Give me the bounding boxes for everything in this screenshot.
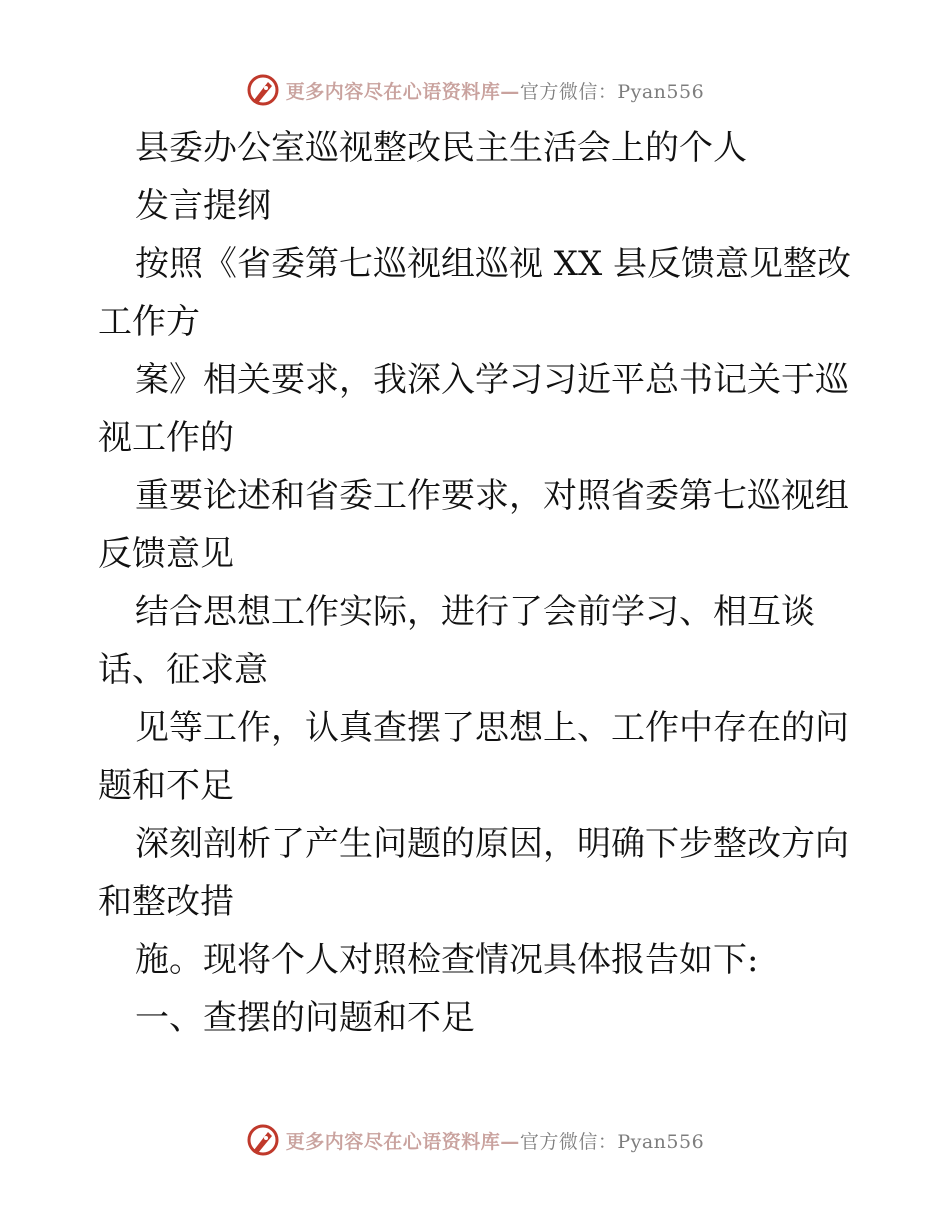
doc-paragraph-line: 话、征求意	[98, 650, 268, 690]
doc-paragraph-line: 案》相关要求，我深入学习习近平总书记关于巡	[135, 360, 849, 400]
doc-title-line-2: 发言提纲	[135, 186, 271, 226]
doc-title-line-1: 县委办公室巡视整改民主生活会上的个人	[135, 128, 747, 168]
header-watermark-banner	[0, 70, 950, 110]
doc-paragraph-line: 施。现将个人对照检查情况具体报告如下:	[135, 940, 759, 980]
doc-section-heading: 一、查摆的问题和不足	[135, 998, 475, 1038]
doc-paragraph-line: 反馈意见	[98, 534, 234, 574]
doc-paragraph-line: 题和不足	[98, 766, 234, 806]
doc-paragraph-line: 重要论述和省委工作要求，对照省委第七巡视组	[135, 476, 849, 516]
doc-paragraph-line: 工作方	[98, 302, 200, 342]
footer-watermark-banner	[0, 1120, 950, 1160]
doc-paragraph-line: 结合思想工作实际，进行了会前学习、相互谈	[135, 592, 815, 632]
doc-paragraph-line: 见等工作，认真查摆了思想上、工作中存在的问	[135, 708, 849, 748]
doc-paragraph-line: 和整改措	[98, 882, 234, 922]
doc-paragraph-line: 深刻剖析了产生问题的原因，明确下步整改方向	[135, 824, 849, 864]
doc-paragraph-line: 按照《省委第七巡视组巡视 XX 县反馈意见整改	[135, 244, 852, 284]
banner-text: 更多内容尽在心语资料库—官方微信：Pyan556	[285, 80, 705, 103]
banner-text: 更多内容尽在心语资料库—官方微信：Pyan556	[285, 1130, 705, 1153]
pen-nib-logo-icon	[246, 1123, 280, 1157]
pen-nib-logo-icon	[246, 73, 280, 107]
doc-paragraph-line: 视工作的	[98, 418, 234, 458]
